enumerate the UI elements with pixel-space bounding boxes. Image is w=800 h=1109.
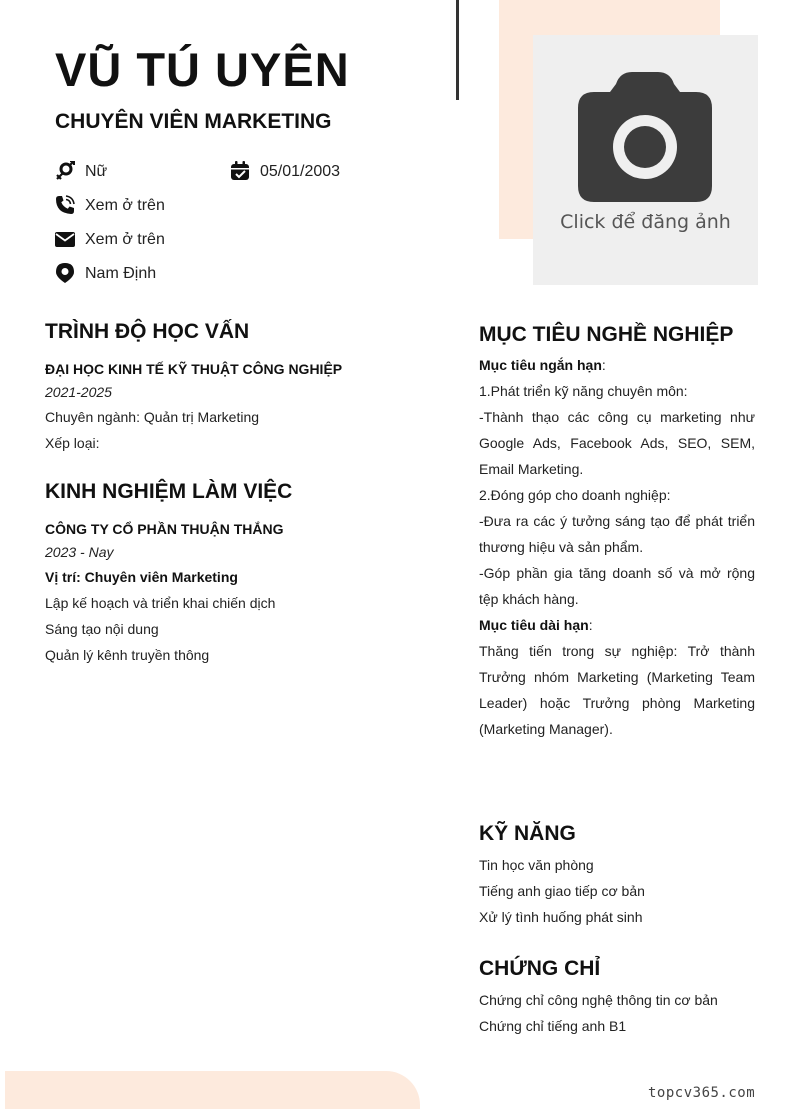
dob-value: 05/01/2003 (260, 163, 341, 180)
experience-task: Quản lý kênh truyền thông (45, 647, 210, 663)
experience-task: Sáng tạo nội dung (45, 621, 159, 637)
objective-short-label: Mục tiêu ngắn hạn (479, 357, 602, 373)
certificates-heading: CHỨNG CHỈ (479, 957, 601, 980)
skills-heading: KỸ NĂNG (479, 822, 576, 845)
gender-value: Nữ (85, 163, 108, 180)
objective-long-text: Thăng tiến trong sự nghiệp: Trở thành Trưởng nhóm Marketing (Marketing Team Leader) hoặc Trưởng phòng Marketing (Marketing Manager). (479, 643, 755, 737)
photo-caption: Click để đăng ảnh (560, 211, 731, 233)
education-heading: TRÌNH ĐỘ HỌC VẤN (45, 320, 250, 343)
objective-line: -Thành thạo các công cụ marketing như Google Ads, Facebook Ads, SEO, SEM, Email Marketing. (479, 409, 755, 477)
objective-line: 1.Phát triển kỹ năng chuyên môn: (479, 383, 688, 399)
skill-item: Tiếng anh giao tiếp cơ bản (479, 883, 645, 899)
candidate-name: VŨ TÚ UYÊN (55, 43, 350, 96)
footer-brand: topcv365.com (648, 1085, 756, 1101)
location-value: Nam Định (85, 265, 157, 282)
experience-task: Lập kế hoạch và triển khai chiến dịch (45, 595, 276, 611)
footer-accent-block (5, 1071, 420, 1109)
experience-position: Vị trí: Chuyên viên Marketing (45, 569, 238, 585)
objective-body (479, 352, 755, 742)
candidate-role: CHUYÊN VIÊN MARKETING (55, 110, 332, 133)
objective-long-label: Mục tiêu dài hạn (479, 617, 589, 633)
calendar-icon (230, 161, 250, 181)
location-pin-icon (55, 263, 75, 283)
objective-line: -Góp phần gia tăng doanh số và mở rộng tệp khách hàng. (479, 565, 755, 607)
camera-icon (578, 72, 712, 202)
skill-item: Xử lý tình huống phát sinh (479, 909, 643, 925)
experience-heading: KINH NGHIỆM LÀM VIỆC (45, 480, 293, 503)
email-value: Xem ở trên (85, 231, 165, 248)
photo-upload[interactable] (533, 35, 758, 285)
certificate-item: Chứng chỉ công nghệ thông tin cơ bản (479, 992, 718, 1008)
objective-line: 2.Đóng góp cho doanh nghiệp: (479, 487, 671, 503)
experience-period: 2023 - Nay (45, 544, 114, 560)
phone-value: Xem ở trên (85, 197, 165, 214)
objective-heading: MỤC TIÊU NGHỀ NGHIỆP (479, 323, 734, 346)
header-divider (456, 0, 459, 100)
certificate-item: Chứng chỉ tiếng anh B1 (479, 1018, 627, 1034)
education-school: ĐẠI HỌC KINH TẾ KỸ THUẬT CÔNG NGHIỆP (45, 361, 343, 377)
email-icon (55, 229, 75, 249)
education-period: 2021-2025 (45, 384, 112, 400)
objective-long-label-line: Mục tiêu dài hạn: (479, 617, 593, 633)
experience-company: CÔNG TY CỔ PHẦN THUẬN THẮNG (45, 521, 284, 537)
gender-icon (55, 161, 75, 181)
education-grade: Xếp loại: (45, 435, 100, 451)
education-major: Chuyên ngành: Quản trị Marketing (45, 409, 260, 425)
objective-short-label-line: Mục tiêu ngắn hạn: (479, 357, 606, 373)
skill-item: Tin học văn phòng (479, 857, 594, 873)
objective-line: -Đưa ra các ý tưởng sáng tạo để phát triển thương hiệu và sản phẩm. (479, 513, 755, 555)
phone-icon (55, 195, 75, 215)
